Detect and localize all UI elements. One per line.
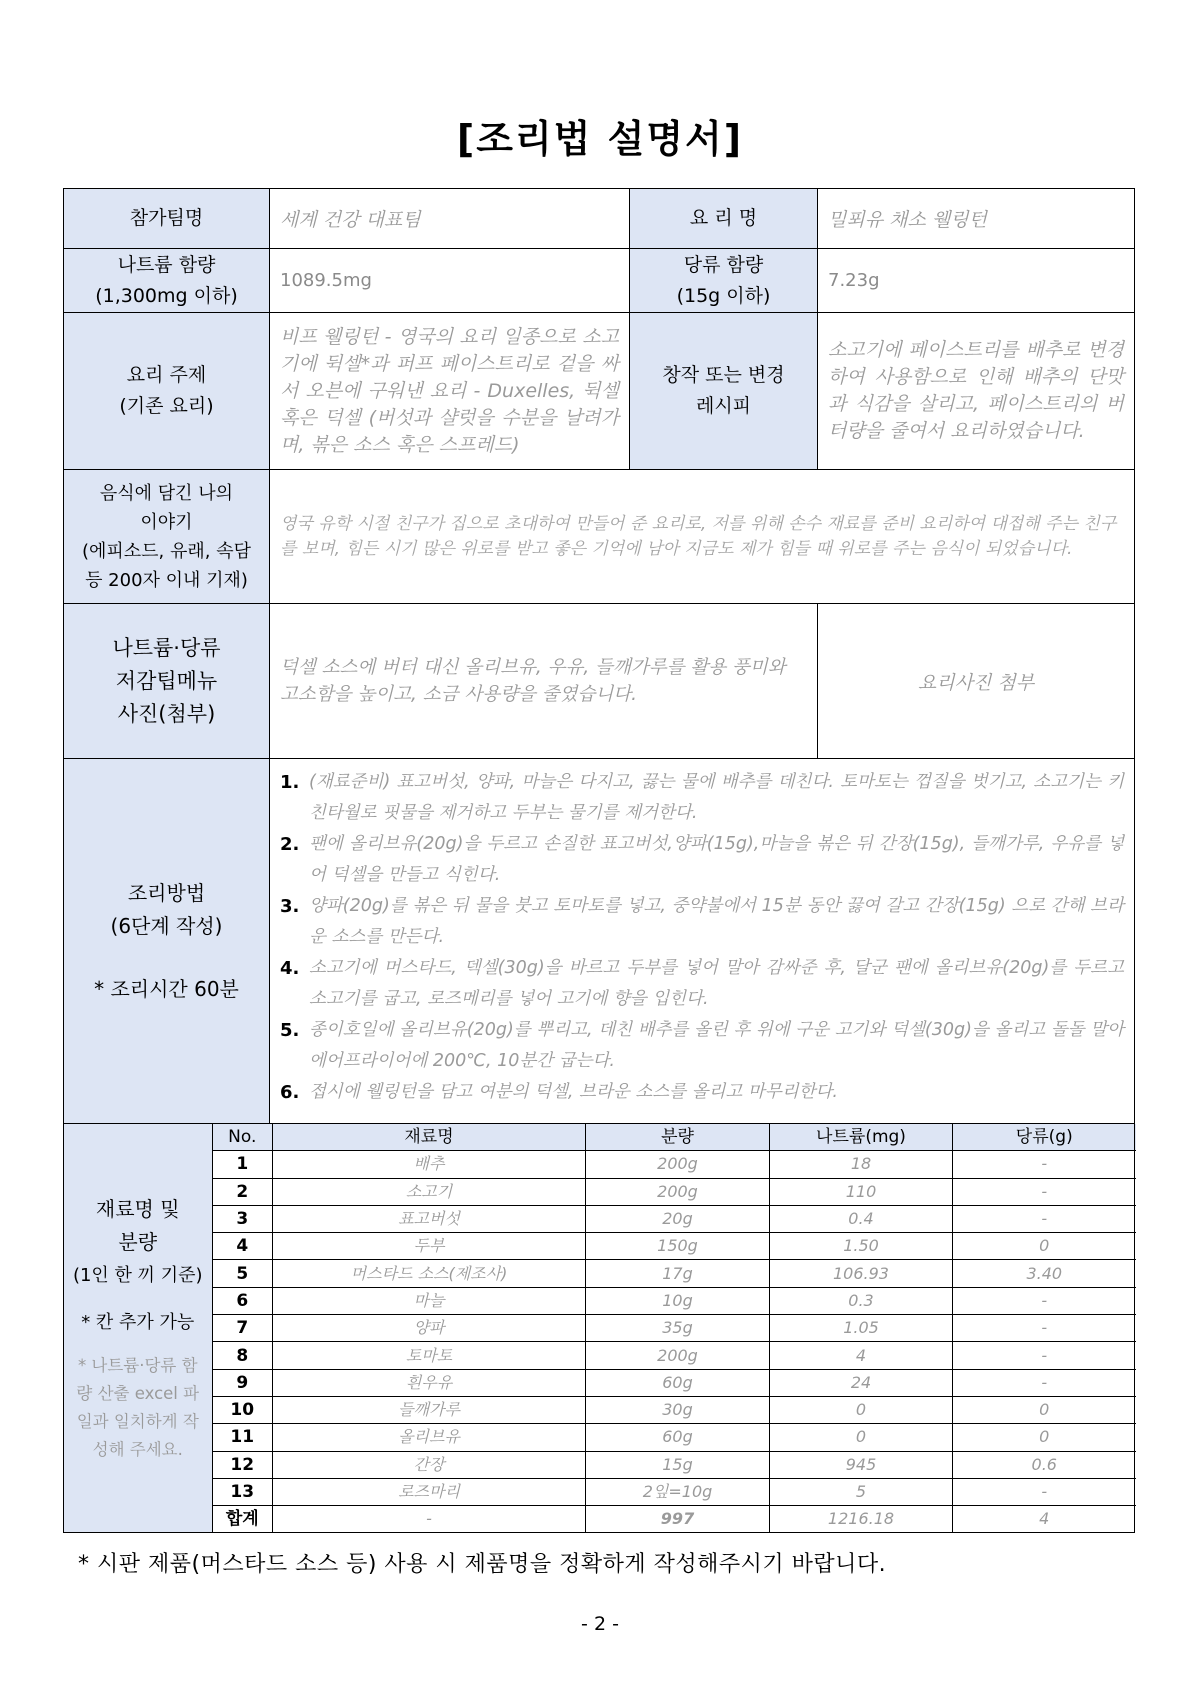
dish-value: 밀푀유 채소 웰링턴: [818, 189, 1135, 249]
table-row: [213, 1178, 1136, 1205]
cell-sodium: 110: [770, 1178, 953, 1205]
cell-amount: 200g: [586, 1342, 770, 1369]
recipe-value: 소고기에 페이스트리를 배추로 변경하여 사용함으로 인해 배추의 단맛과 식감을 살리고, 페이스트리의 버터량을 줄여서 요리하였습니다.: [818, 313, 1135, 470]
cell-no: 9: [213, 1369, 273, 1396]
dish-label: 요 리 명: [630, 189, 818, 249]
cell-amount: 30g: [586, 1396, 770, 1423]
step-number: 6.: [280, 1082, 300, 1103]
cell-sodium: 0: [770, 1424, 953, 1451]
cell-sodium: 24: [770, 1369, 953, 1396]
cell-name: 양파: [273, 1315, 586, 1342]
cell-name: 소고기: [273, 1178, 586, 1205]
cell-sodium: 4: [770, 1342, 953, 1369]
table-row: [213, 1424, 1136, 1451]
total-name: -: [273, 1506, 586, 1533]
method-steps: [270, 759, 1135, 1124]
cell-amount: 10g: [586, 1287, 770, 1314]
cell-sugar: -: [953, 1315, 1136, 1342]
cell-sodium: 18: [770, 1151, 953, 1178]
cell-sodium: 5: [770, 1478, 953, 1505]
cell-sodium: 0: [770, 1396, 953, 1423]
sugar-label: 당류 함량 (15g 이하): [630, 249, 818, 313]
table-row: [213, 1315, 1136, 1342]
cell-name: 마늘: [273, 1287, 586, 1314]
table-row: [213, 1287, 1136, 1314]
total-row: [213, 1506, 1136, 1533]
sodium-value: 1089.5mg: [270, 249, 630, 313]
column-header: 당류(g): [953, 1124, 1136, 1151]
cell-sugar: -: [953, 1369, 1136, 1396]
step-number: 4.: [280, 958, 300, 979]
total-sodium: 1216.18: [770, 1506, 953, 1533]
cell-amount: 60g: [586, 1424, 770, 1451]
column-header: No.: [213, 1124, 273, 1151]
method-step: [280, 1077, 1124, 1108]
cell-name: 토마토: [273, 1342, 586, 1369]
cell-amount: 150g: [586, 1233, 770, 1260]
table-row: [213, 1233, 1136, 1260]
cell-amount: 60g: [586, 1369, 770, 1396]
step-text: 팬에 올리브유(20g)을 두르고 손질한 표고버섯,양파(15g),마늘을 볶은 뒤 간장(15g), 들깨가루, 우유를 넣어 덕셀을 만들고 식힌다.: [309, 834, 1124, 885]
sugar-value: 7.23g: [818, 249, 1135, 313]
cell-amount: 35g: [586, 1315, 770, 1342]
page-number: - 2 -: [581, 1613, 619, 1635]
cell-sugar: 0: [953, 1233, 1136, 1260]
cell-name: 배추: [273, 1151, 586, 1178]
cell-no: 6: [213, 1287, 273, 1314]
recipe-label: 창작 또는 변경 레시피: [630, 313, 818, 470]
cell-sodium: 106.93: [770, 1260, 953, 1287]
step-number: 5.: [280, 1020, 300, 1041]
table-row: [213, 1396, 1136, 1423]
column-header: 분량: [586, 1124, 770, 1151]
table-row: [213, 1342, 1136, 1369]
cell-sugar: -: [953, 1205, 1136, 1232]
tip-value: 덕셀 소스에 버터 대신 올리브유, 우유, 들깨가루를 활용 풍미와 고소함을 높이고, 소금 사용량을 줄였습니다.: [270, 604, 818, 759]
footnote: * 시판 제품(머스타드 소스 등) 사용 시 제품명을 정확하게 작성해주시기 바랍니다.: [78, 1552, 887, 1577]
cell-sugar: -: [953, 1151, 1136, 1178]
cell-no: 1: [213, 1151, 273, 1178]
theme-value: 비프 웰링턴 - 영국의 요리 일종으로 소고기에 뒥셀*과 퍼프 페이스트리로 겉을 싸서 오븐에 구워낸 요리 - Duxelles, 뒥셀 혹은 덕셀 (버섯과 샬럿을 수분을 날려가며, 볶은 소스 혹은 스프레드): [270, 313, 630, 470]
ingredients-note: * 나트륨·당류 함량 산출 excel 파일과 일치하게 작성해 주세요.: [76, 1355, 200, 1459]
cell-name: 올리브유: [273, 1424, 586, 1451]
cell-sodium: 945: [770, 1451, 953, 1478]
method-step: [280, 829, 1124, 891]
cell-sodium: 1.05: [770, 1315, 953, 1342]
cell-sugar: 0: [953, 1396, 1136, 1423]
cell-no: 10: [213, 1396, 273, 1423]
ingredients-table: [213, 1124, 1136, 1532]
step-number: 1.: [280, 772, 300, 793]
table-row: [213, 1451, 1136, 1478]
cell-amount: 17g: [586, 1260, 770, 1287]
method-step: [280, 1015, 1124, 1077]
cell-sugar: 3.40: [953, 1260, 1136, 1287]
ingredients-label: 재료명 및 분량 (1인 한 끼 기준) * 칸 추가 가능 * 나트륨·당류 함량 산출 excel 파일과 일치하게 작성해 주세요.: [64, 1124, 212, 1532]
cell-sodium: 0.3: [770, 1287, 953, 1314]
column-header: 나트륨(mg): [770, 1124, 953, 1151]
cell-no: 5: [213, 1260, 273, 1287]
table-row: [213, 1369, 1136, 1396]
cell-sugar: -: [953, 1178, 1136, 1205]
step-text: 소고기에 머스타드, 덱셀(30g)을 바르고 두부를 넣어 말아 감싸준 후, 달군 팬에 올리브유(20g)를 두르고 소고기를 굽고, 로즈메리를 넣어 고기에 향을 입힌다.: [309, 958, 1124, 1009]
cell-sugar: -: [953, 1287, 1136, 1314]
table-row: [213, 1260, 1136, 1287]
cell-name: 간장: [273, 1451, 586, 1478]
cell-name: 들깨가루: [273, 1396, 586, 1423]
cell-amount: 200g: [586, 1151, 770, 1178]
table-row: [213, 1151, 1136, 1178]
cell-sodium: 1.50: [770, 1233, 953, 1260]
cell-name: 로즈마리: [273, 1478, 586, 1505]
tip-label: 나트륨·당류 저감팁메뉴 사진(첨부): [64, 604, 270, 759]
cell-no: 4: [213, 1233, 273, 1260]
total-amount: 997: [586, 1506, 770, 1533]
method-step: [280, 767, 1124, 829]
cell-no: 8: [213, 1342, 273, 1369]
cell-sugar: 0: [953, 1424, 1136, 1451]
step-number: 2.: [280, 834, 300, 855]
cell-amount: 15g: [586, 1451, 770, 1478]
story-label: 음식에 담긴 나의 이야기 (에피소드, 유래, 속담 등 200자 이내 기재): [64, 470, 270, 604]
cell-amount: 200g: [586, 1178, 770, 1205]
cell-sodium: 0.4: [770, 1205, 953, 1232]
total-sugar: 4: [953, 1506, 1136, 1533]
cell-sugar: 0.6: [953, 1451, 1136, 1478]
story-value: 영국 유학 시절 친구가 집으로 초대하여 만들어 준 요리로, 저를 위해 손수 재료를 준비 요리하여 대접해 주는 친구를 보며, 힘든 시기 많은 위로를 받고 좋은 기억에 남아 지금도 제가 힘들 때 위로를 주는 음식이 되었습니다.: [270, 470, 1135, 604]
cell-name: 머스타드 소스(제조사): [273, 1260, 586, 1287]
table-row: [213, 1205, 1136, 1232]
cell-name: 두부: [273, 1233, 586, 1260]
table-row: [213, 1478, 1136, 1505]
team-value: 세계 건강 대표팀: [270, 189, 630, 249]
recipe-form: [63, 188, 1135, 1533]
cell-no: 3: [213, 1205, 273, 1232]
cell-no: 12: [213, 1451, 273, 1478]
theme-label: 요리 주제 (기존 요리): [64, 313, 270, 470]
method-step: [280, 953, 1124, 1015]
total-label: 합계: [213, 1506, 273, 1533]
step-text: 종이호일에 올리브유(20g)를 뿌리고, 데친 배추를 올린 후 위에 구운 고기와 덕셀(30g)을 올리고 돌돌 말아 에어프라이어에 200℃, 10분간 굽는다.: [309, 1020, 1124, 1071]
cell-name: 표고버섯: [273, 1205, 586, 1232]
cell-amount: 20g: [586, 1205, 770, 1232]
method-step: [280, 891, 1124, 953]
page-title: [조리법 설명서]: [456, 117, 744, 161]
cell-amount: 2잎=10g: [586, 1478, 770, 1505]
cell-no: 13: [213, 1478, 273, 1505]
team-label: 참가팀명: [64, 189, 270, 249]
column-header: 재료명: [273, 1124, 586, 1151]
ingredients-header-row: [213, 1124, 1136, 1151]
cell-no: 11: [213, 1424, 273, 1451]
sodium-label: 나트륨 함량 (1,300mg 이하): [64, 249, 270, 313]
step-text: 접시에 웰링턴을 담고 여분의 덕셀, 브라운 소스를 올리고 마무리한다.: [309, 1082, 838, 1102]
step-number: 3.: [280, 896, 300, 917]
step-text: 양파(20g)를 볶은 뒤 물을 붓고 토마토를 넣고, 중약불에서 15분 동안 끓여 갈고 간장(15g) 으로 간해 브라운 소스를 만든다.: [309, 896, 1124, 947]
cell-name: 흰우유: [273, 1369, 586, 1396]
method-label: 조리방법 (6단계 작성) * 조리시간 60분: [64, 759, 270, 1124]
cell-sugar: -: [953, 1342, 1136, 1369]
cell-sugar: -: [953, 1478, 1136, 1505]
step-text: (재료준비) 표고버섯, 양파, 마늘은 다지고, 끓는 물에 배추를 데친다. 토마토는 껍질을 벗기고, 소고기는 키친타월로 핏물을 제거하고 두부는 물기를 제거한다.: [309, 772, 1124, 823]
photo-placeholder: 요리사진 첨부: [818, 604, 1135, 759]
cell-no: 2: [213, 1178, 273, 1205]
cell-no: 7: [213, 1315, 273, 1342]
